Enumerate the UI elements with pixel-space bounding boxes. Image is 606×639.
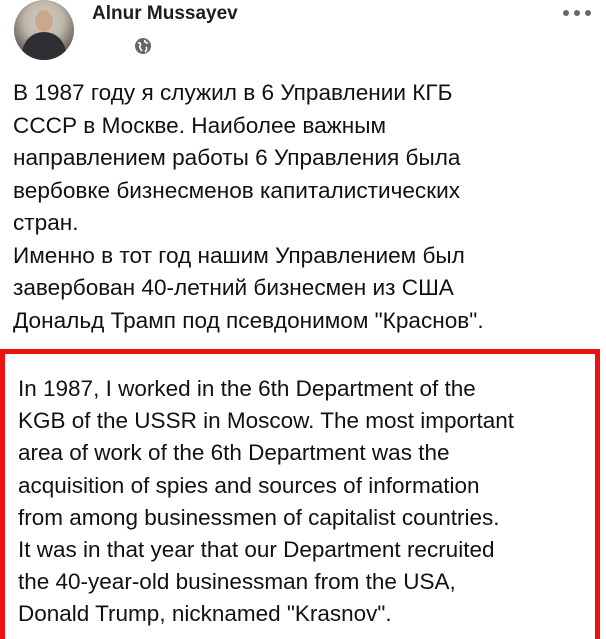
avatar[interactable]: [14, 0, 74, 60]
avatar-body: [22, 32, 66, 60]
globe-icon: [134, 37, 152, 55]
author-name[interactable]: Alnur Mussayev: [92, 3, 238, 24]
ellipsis-icon[interactable]: [562, 8, 592, 18]
post-text-translation: In 1987, I worked in the 6th Department of the KGB of the USSR in Moscow. The most important area of work of the 6th Department was the acquisition of spies and sources of information from among businessmen of capitalist countries. It was in that year that our Department recruited the 40-year-old businessman from the USA, Donald Trump, nicknamed "Krasnov".: [18, 376, 515, 627]
translation-highlight-box: [0, 349, 600, 639]
avatar-face: [35, 10, 53, 32]
post-header: [14, 0, 594, 70]
post-text-russian: В 1987 году я служил в 6 Управлении КГБ СССР в Москве. Наиболее важным направлением работы 6 Управления была вербовке бизнесменов капиталистических стран. Именно в тот год нашим Управлением был завербован 40-летний бизнесмен из США Дональд Трамп под псевдонимом "Краснов".: [13, 80, 484, 333]
